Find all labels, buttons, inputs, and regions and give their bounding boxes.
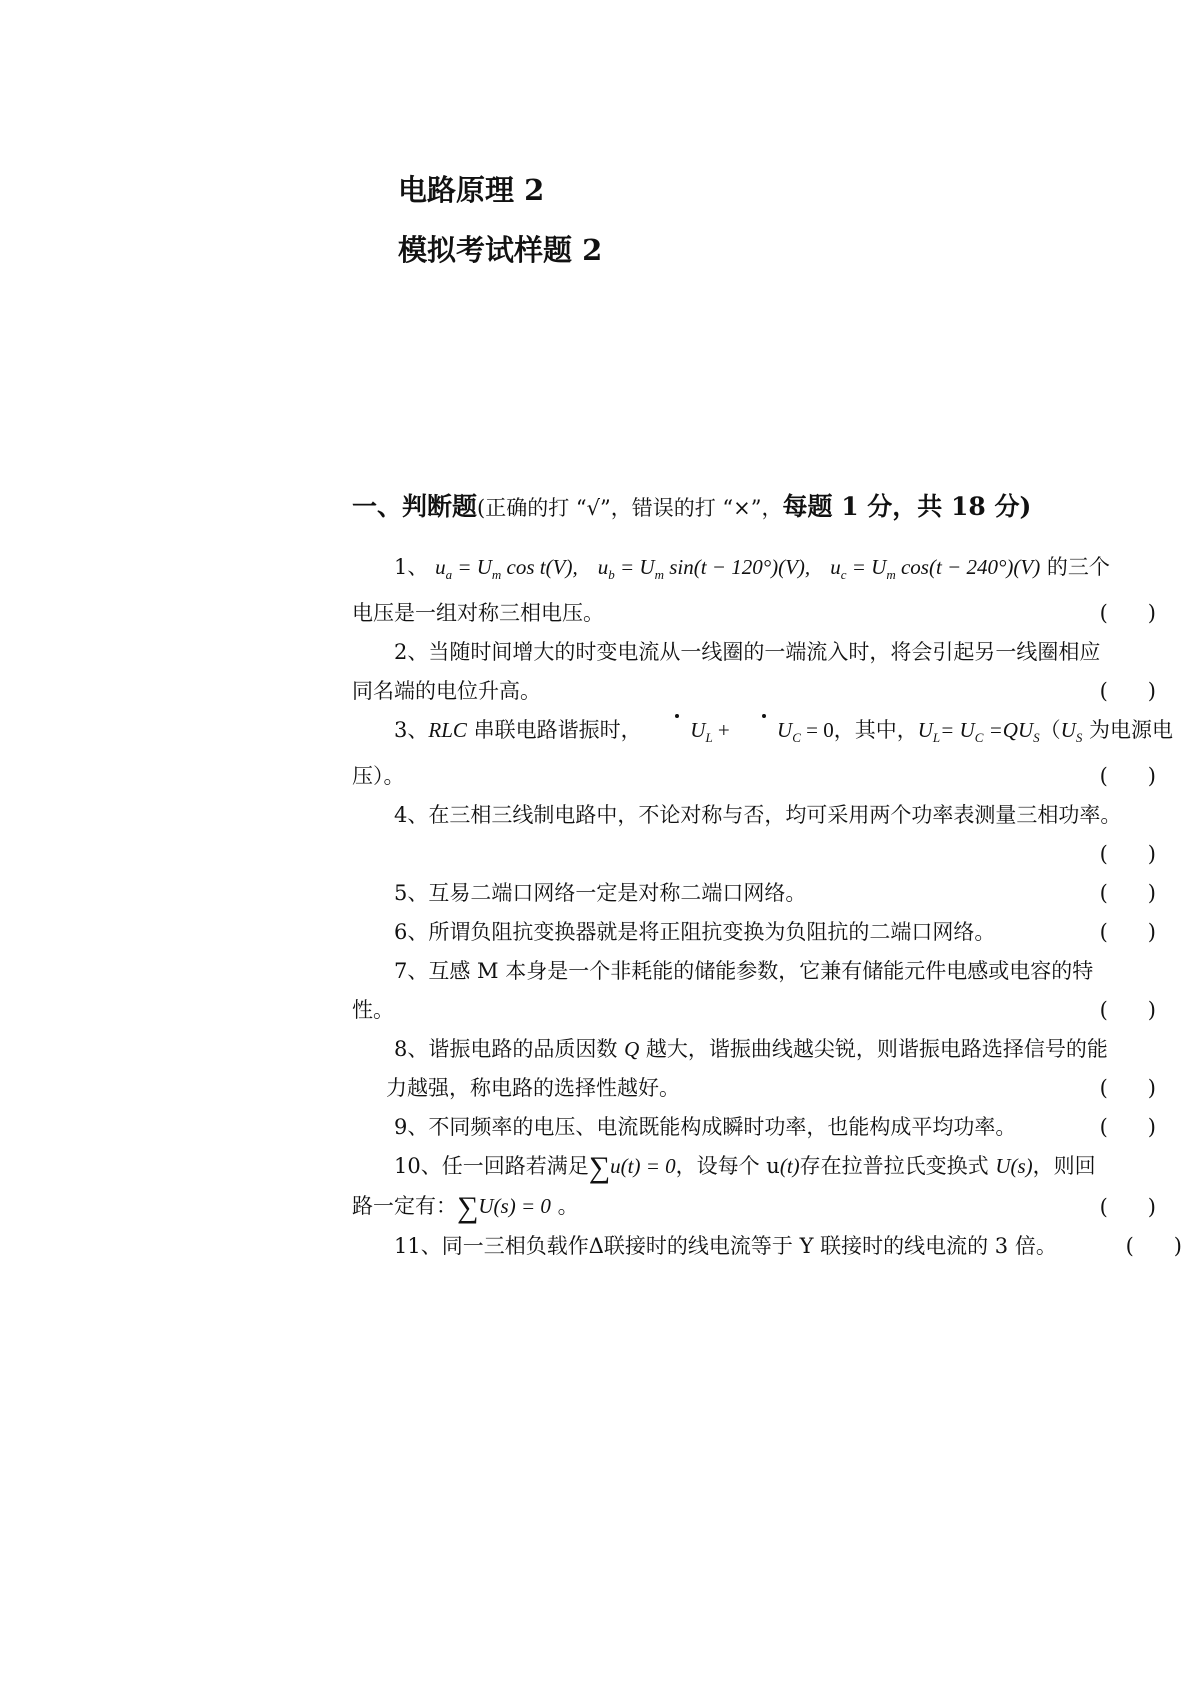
question-4-line-2 (352, 835, 1170, 874)
answer-blank[interactable]: ( ) (1099, 842, 1156, 867)
question-10 (352, 1147, 1170, 1227)
question-text: 路一定有： (352, 1194, 457, 1219)
equation-ub: $u_b = U_m$ sin(t − 120°)(V), (597, 555, 811, 583)
question-text: 不同频率的电压、电流既能构成瞬时功率，也能构成平均功率。 (428, 1115, 1017, 1140)
question-7-line-1 (352, 952, 1170, 991)
equation-resonance: $U_L + U_C = 0$ (648, 718, 833, 742)
question-number: 4、 (394, 803, 429, 828)
question-text: ，则回 (1032, 1154, 1096, 1179)
question-text: 。 (550, 1194, 579, 1219)
question-number: 6、 (394, 920, 429, 945)
question-text: 性。 (352, 998, 394, 1023)
question-number: 11、 (394, 1234, 442, 1259)
question-8-line-2 (352, 1069, 1170, 1108)
equation-kvl-time: u(t) = 0 (610, 1154, 676, 1179)
question-4 (352, 796, 1170, 874)
question-text: 的三个 (1046, 555, 1110, 579)
title-block (398, 160, 602, 280)
question-1-line-2 (352, 594, 1170, 633)
question-11-line-1 (352, 1227, 1170, 1266)
question-number: 1、 (394, 555, 429, 579)
question-text: 为电源电 (1082, 718, 1173, 743)
question-number: 5、 (394, 881, 429, 906)
answer-blank[interactable]: ( ) (1099, 920, 1156, 945)
question-9-line-1 (352, 1108, 1170, 1147)
question-2-line-1 (352, 633, 1170, 672)
question-3 (352, 711, 1173, 796)
equation-quality: $U_L= U_C =QU_S$ (917, 718, 1040, 746)
question-4-line-1 (352, 796, 1170, 835)
question-10-line-1: 10、任一回路若满足∑u(t) = 0，设每个 u(t)存在拉普拉氏变换式 U(s)，则回 (394, 1151, 1096, 1185)
question-2 (352, 633, 1170, 711)
question-8-line-1 (352, 1030, 1170, 1069)
question-8 (352, 1030, 1170, 1108)
question-text: 在三相三线制电路中，不论对称与否，均可采用两个功率表测量三相功率。 (428, 803, 1122, 828)
exam-title: 模拟考试样题 2 (398, 233, 603, 267)
answer-blank[interactable]: ( ) (1099, 601, 1156, 626)
question-1 (352, 548, 1170, 633)
question-text: 越大，谐振曲线越尖锐，则谐振电路选择信号的能 (639, 1037, 1108, 1062)
answer-blank[interactable]: ( ) (1099, 998, 1156, 1023)
question-number: 3、 (394, 718, 429, 743)
question-text: 存在拉普拉氏变换式 (799, 1154, 996, 1179)
answer-blank[interactable]: ( ) (1099, 1115, 1156, 1140)
question-11 (352, 1227, 1182, 1266)
answer-blank[interactable]: ( ) (1099, 679, 1156, 704)
question-text: 压）。 (352, 764, 405, 789)
question-10-line-2 (352, 1187, 1170, 1227)
answer-blank[interactable]: ( ) (1099, 764, 1156, 789)
question-6-line-1 (352, 913, 1170, 952)
equation-kvl-laplace: U(s) = 0 (478, 1194, 551, 1219)
question-7 (352, 952, 1170, 1030)
sum-symbol: ∑ (588, 1151, 611, 1185)
rlc-label: RLC (428, 718, 467, 743)
sum-symbol: ∑ (457, 1191, 479, 1225)
question-number: 2、 (394, 640, 429, 665)
question-3-line-1: 3、RLC 串联电路谐振时， $U_L + U_C = 0$，其中，$U_L= U_C =QU_S(U_S$ 为电源电 (352, 711, 1170, 757)
section-heading-instruction: (正确的打 “√”，错误的打 “×”， (477, 496, 783, 520)
answer-blank[interactable]: ( ) (1125, 1234, 1182, 1259)
question-text: 谐振电路的品质因数 (428, 1037, 625, 1062)
question-list (352, 548, 1182, 1266)
question-7-line-2 (352, 991, 1170, 1030)
question-6 (352, 913, 1170, 952)
question-1-line-1 (352, 548, 1170, 594)
question-text: 力越强，称电路的选择性越好。 (386, 1076, 680, 1101)
course-title: 电路原理 2 (398, 173, 545, 207)
question-text: ，设每个 u (675, 1154, 780, 1179)
section-heading-label: 一、判断题 (352, 492, 478, 521)
question-text: 同一三相负载作Δ联接时的线电流等于 Y 联接时的线电流的 3 倍。 (441, 1234, 1057, 1259)
question-text: 互易二端口网络一定是对称二端口网络。 (428, 881, 807, 906)
question-text: 同名端的电位升高。 (352, 679, 541, 704)
quality-factor-symbol: Q (624, 1037, 640, 1062)
question-number: 9、 (394, 1115, 429, 1140)
question-2-line-2 (352, 672, 1170, 711)
question-text: 当随时间增大的时变电流从一线圈的一端流入时，将会引起另一线圈相应 (428, 640, 1101, 665)
question-5-line-1 (352, 874, 1170, 913)
section-heading-score: 每题 1 分，共 18 分) (782, 492, 1032, 521)
question-3-line-2 (352, 757, 1170, 796)
laplace-symbol: U(s) (995, 1154, 1033, 1179)
equation-uc: $u_c = U_m$ cos(t − 240°)(V) (830, 555, 1041, 583)
section-heading (352, 487, 1031, 523)
answer-blank[interactable]: ( ) (1099, 881, 1156, 906)
answer-blank[interactable]: ( ) (1099, 1195, 1156, 1220)
question-number: 10、 (394, 1154, 442, 1179)
question-text: 串联电路谐振时， (466, 718, 642, 743)
answer-blank[interactable]: ( ) (1099, 1076, 1156, 1101)
question-text: 互感 M 本身是一个非耗能的储能参数，它兼有储能元件电感或电容的特 (428, 959, 1094, 984)
question-text: 任一回路若满足 (441, 1154, 589, 1179)
question-text: 所谓负阻抗变换器就是将正阻抗变换为负阻抗的二端口网络。 (428, 920, 996, 945)
question-9 (352, 1108, 1170, 1147)
question-text: ，其中， (833, 718, 918, 743)
source-voltage-symbol: $U_S$ (1060, 718, 1083, 746)
question-number: 7、 (394, 959, 429, 984)
equation-ua: $u_a = U_m$ cos t(V), (435, 555, 578, 583)
question-number: 8、 (394, 1037, 429, 1062)
question-text: 电压是一组对称三相电压。 (352, 601, 604, 626)
question-5 (352, 874, 1170, 913)
